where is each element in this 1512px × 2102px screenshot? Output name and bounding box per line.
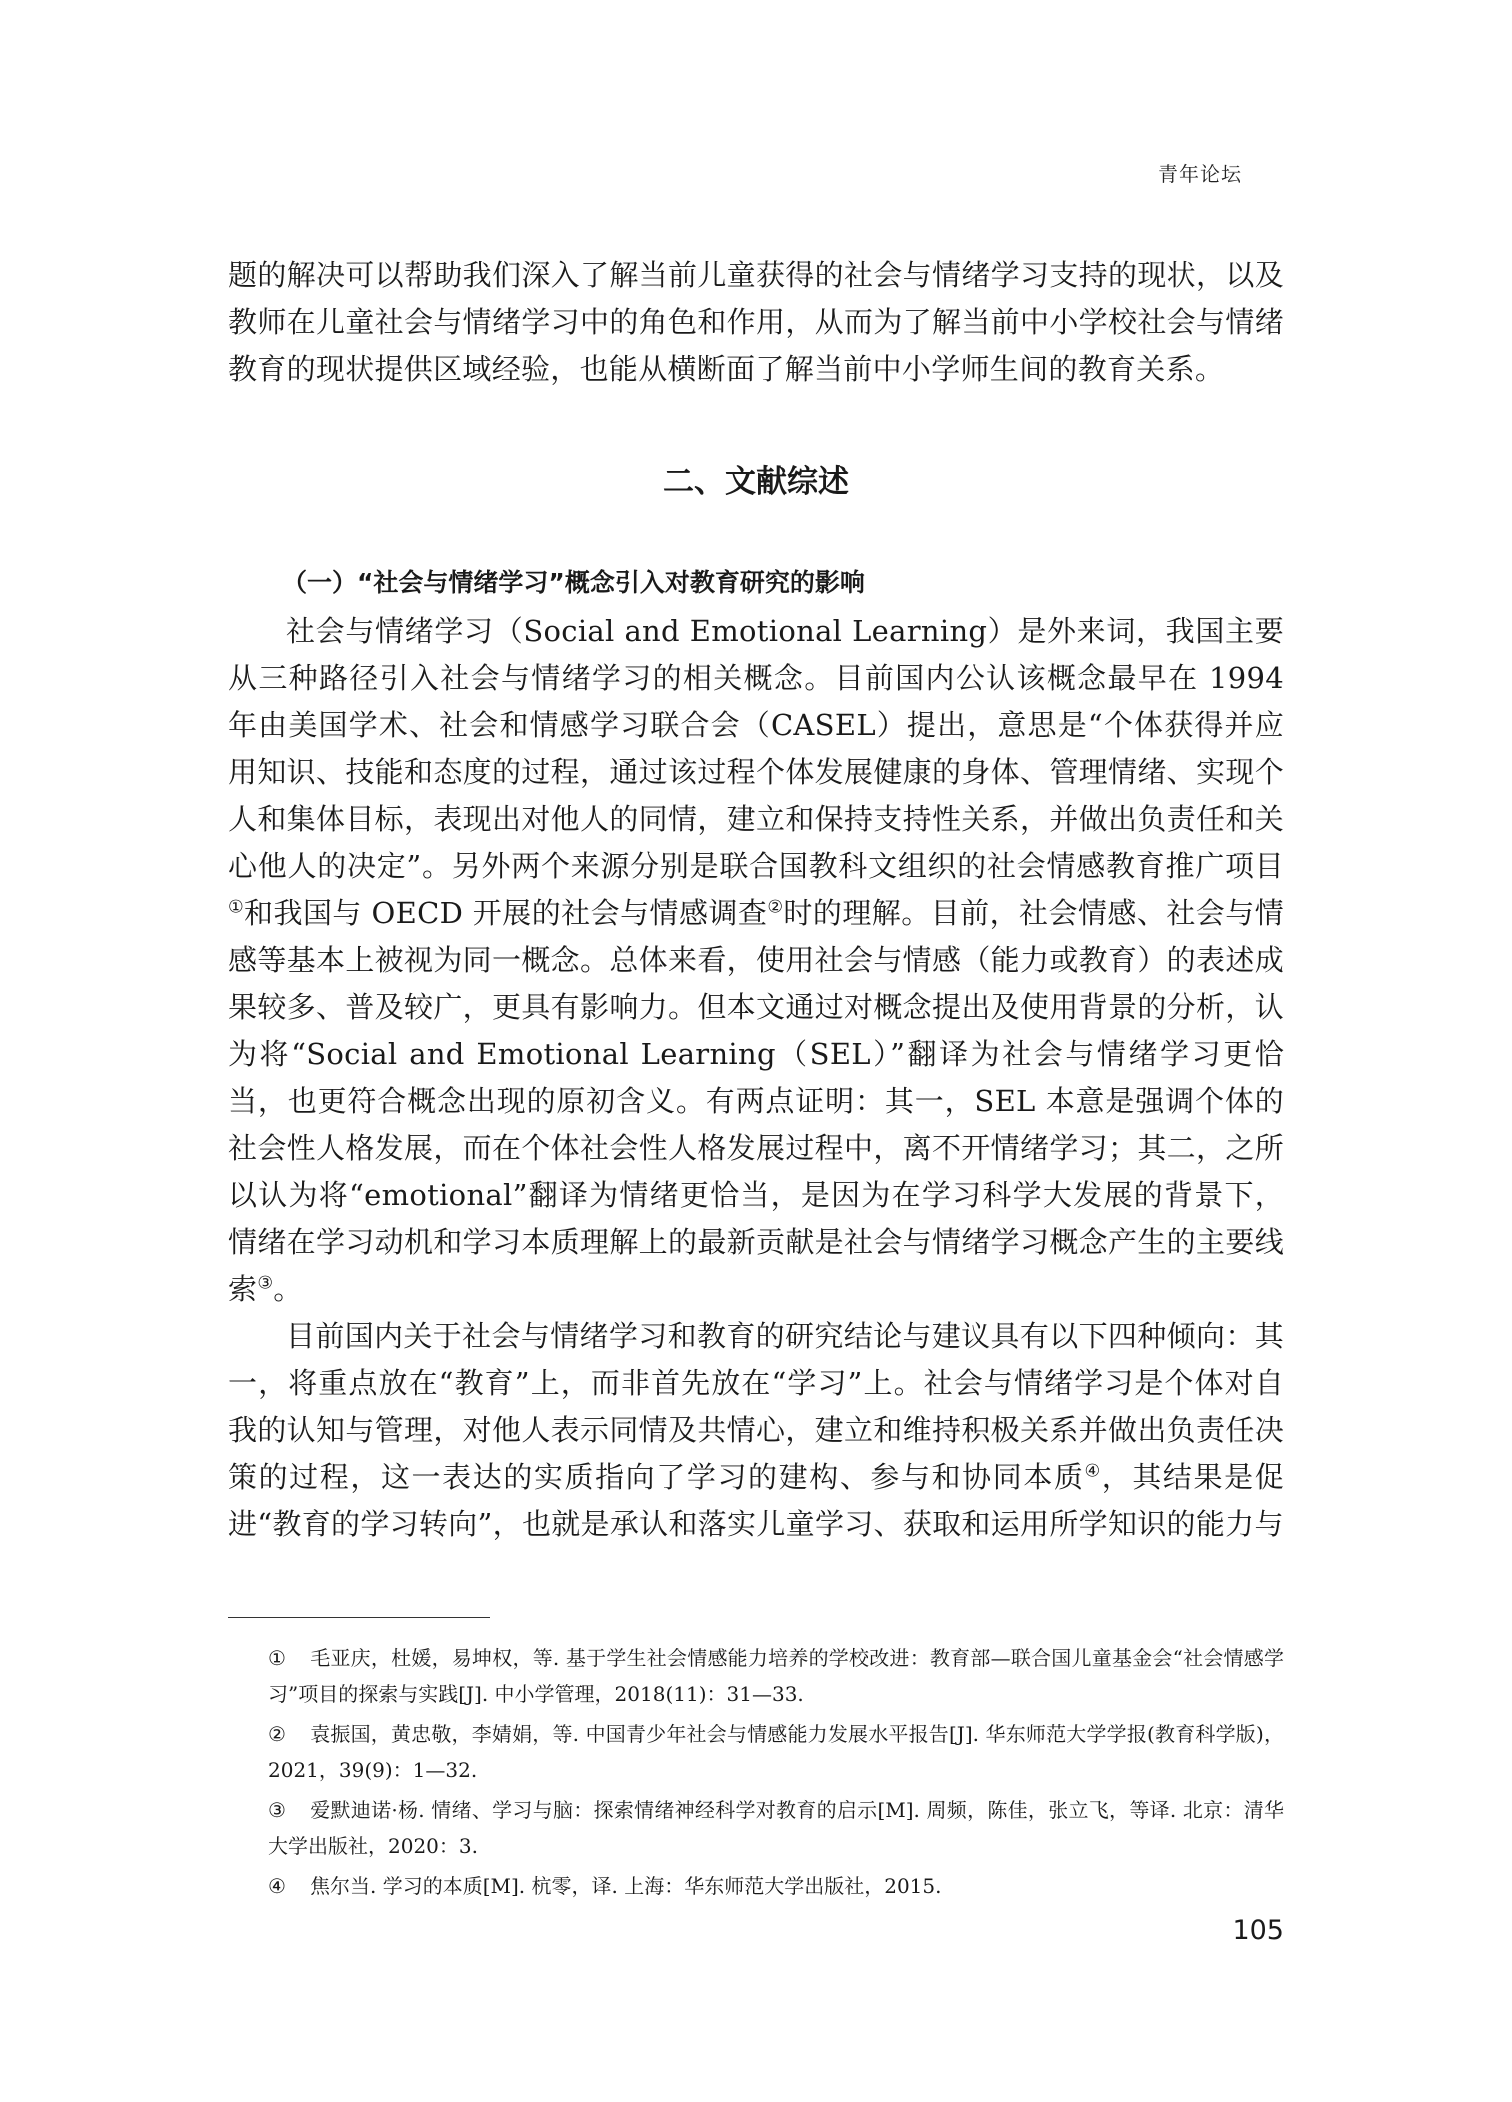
paragraph-1-text-c: 时的理解。目前，社会情感、社会与情感等基本上被视为同一概念。总体来看，使用社会与情感（能力或教育）的表述成果较多、普及较广，更具有影响力。但本文通过对概念提出及使用背景的分析，认为将“Social and Emotional Learning（SEL）”翻译为社会与情绪学习更恰当，也更符合概念出现的原初含义。有两点证明：其一，SEL 本意是强调个体的社会性人格发展，而在个体社会性人格发展过程中，离不开情绪学习；其二，之所以认为将“emotional”翻译为情绪更恰当，是因为在学习科学大发展的背景下，情绪在学习动机和学习本质理解上的最新贡献是社会与情绪学习概念产生的主要线索 [228,896,1284,1306]
footnote-item [228,1716,1284,1788]
body-paragraph-2 [228,1313,1284,1548]
paragraph-1-text-a: 社会与情绪学习（Social and Emotional Learning）是外来词，我国主要从三种路径引入社会与情绪学习的相关概念。目前国内公认该概念最早在 1994 年由美国学术、社会和情感学习联合会（CASEL）提出，意思是“个体获得并应用知识、技能和态度的过程，通过该过程个体发展健康的身体、管理情绪、实现个人和集体目标，表现出对他人的同情，建立和保持支持性关系，并做出负责任和关心他人的决定”。另外两个来源分别是联合国教科文组织的社会情感教育推广项目 [228,614,1284,883]
footnote-ref-4[interactable]: ④ [1084,1461,1102,1482]
subsection-title: （一）“社会与情绪学习”概念引入对教育研究的影响 [282,568,865,597]
footnote-mark: ④ [268,1874,286,1898]
footnote-ref-1[interactable]: ① [228,897,245,918]
intro-paragraph: 题的解决可以帮助我们深入了解当前儿童获得的社会与情绪学习支持的现状，以及教师在儿童社会与情绪学习中的角色和作用，从而为了解当前中小学校社会与情绪教育的现状提供区域经验，也能从横断面了解当前中小学师生间的教育关系。 [228,258,1284,386]
footnote-text: 毛亚庆，杜媛，易坤权，等. 基于学生社会情感能力培养的学校改进：教育部—联合国儿童基金会“社会情感学习”项目的探索与实践[J]. 中小学管理，2018(11)：31—33. [268,1646,1284,1706]
running-head: 青年论坛 [1158,162,1242,186]
paragraph-2-text-b: ，其结果是促进“教育的学习转向”，也就是承认和落实儿童学习、获取和运用所学知识的能力与 [228,1460,1284,1541]
footnote-mark: ① [268,1646,286,1670]
footnote-text: 焦尔当. 学习的本质[M]. 杭零，译. 上海：华东师范大学出版社，2015. [310,1874,942,1898]
footnote-ref-3[interactable]: ③ [257,1273,274,1294]
page-number: 105 [1232,1915,1284,1946]
paragraph-2-text-a: 目前国内关于社会与情绪学习和教育的研究结论与建议具有以下四种倾向：其一，将重点放在“教育”上，而非首先放在“学习”上。社会与情绪学习是个体对自我的认知与管理，对他人表示同情及共情心，建立和维持积极关系并做出负责任决策的过程，这一表达的实质指向了学习的建构、参与和协同本质 [228,1319,1284,1494]
paragraph-1-text-d: 。 [273,1272,303,1306]
paragraph-1-text-b: 和我国与 OECD 开展的社会与情感调查 [244,896,768,930]
footnote-item [228,1792,1284,1864]
footnote-mark: ② [268,1722,286,1746]
footnote-text: 袁振国，黄忠敬，李婧娟，等. 中国青少年社会与情感能力发展水平报告[J]. 华东师范大学学报(教育科学版)，2021，39(9)：1—32. [268,1722,1284,1782]
footnote-item [228,1868,1284,1904]
footnotes [228,1640,1284,1908]
footnote-text: 爱默迪诺·杨. 情绪、学习与脑：探索情绪神经科学对教育的启示[M]. 周频，陈佳，张立飞，等译. 北京：清华大学出版社，2020：3. [268,1798,1284,1858]
footnote-ref-2[interactable]: ② [767,897,784,918]
section-title: 二、文献综述 [663,464,849,500]
main-body [228,608,1284,1548]
intro-paragraph-block [228,252,1284,393]
footnote-item [228,1640,1284,1712]
footnote-mark: ③ [268,1798,286,1822]
body-paragraph-1 [228,608,1284,1313]
footnote-divider [228,1617,490,1618]
